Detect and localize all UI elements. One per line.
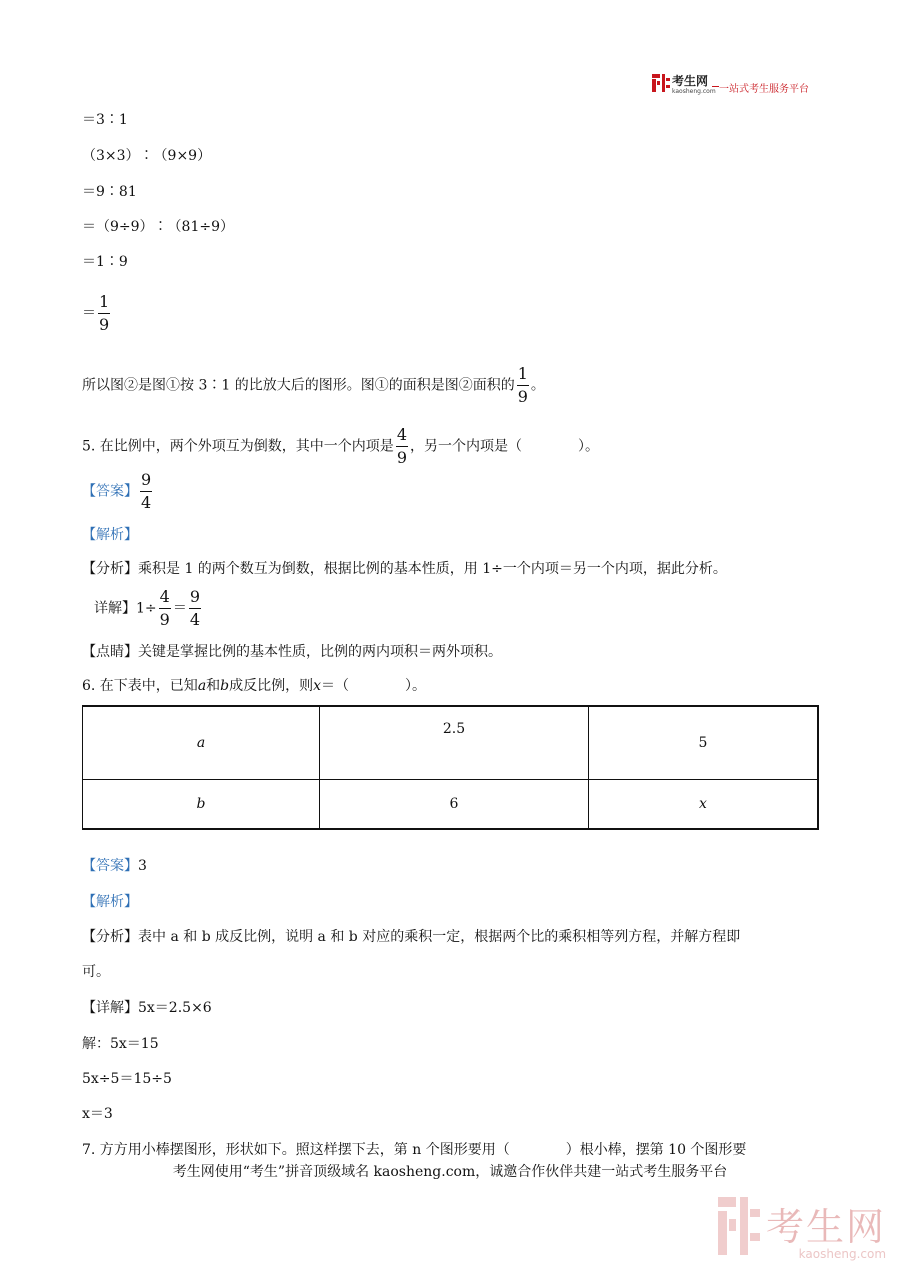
q5-fraction xyxy=(396,427,408,466)
q6-prefix: 6. 在下表中，已知 xyxy=(82,678,198,694)
step-2: （3×3）∶（9×9） xyxy=(82,148,212,164)
cell-2-5: 2.5 xyxy=(442,721,466,737)
logo-cn: 考生网 xyxy=(672,74,709,88)
watermark-cn: 考生网 xyxy=(766,1205,887,1249)
fraction-bar xyxy=(517,385,529,386)
conclusion-fraction xyxy=(517,366,529,405)
fraction-bar xyxy=(98,313,110,314)
fraction-denominator: 9 xyxy=(99,315,110,334)
q6-solution-2: 5x÷5＝15÷5 xyxy=(82,1071,172,1087)
q5-fenxi: 【分析】乘积是 1 的两个数互为倒数，根据比例的基本性质，用 1÷一个内项＝另一个内项，据此分析。 xyxy=(82,561,727,577)
fraction-denominator: 4 xyxy=(189,610,201,629)
page-footer: 考生网使用“考生”拼音顶级域名 kaosheng.com，诚邀合作伙伴共建一站式考生服务平台 xyxy=(172,1164,728,1180)
conclusion-line xyxy=(82,366,545,405)
fraction-bar xyxy=(140,491,152,492)
q5-suffix: ，另一个内项是（ ）。 xyxy=(410,438,599,455)
header-slogan: 一站式考生服务平台 xyxy=(719,84,809,95)
table-cell xyxy=(320,780,589,830)
q6-he: 和 xyxy=(206,678,221,694)
step-4: ＝（9÷9）∶（81÷9） xyxy=(82,219,234,235)
fraction-numerator: 1 xyxy=(517,364,528,383)
q6-var-x: x xyxy=(313,678,322,694)
step-6-fraction xyxy=(98,294,110,333)
table-cell xyxy=(589,706,819,780)
q5-detail-label: 详解】1÷ xyxy=(94,600,157,617)
q6-table xyxy=(82,705,819,830)
q6-var-b: b xyxy=(220,678,230,694)
fraction-denominator: 4 xyxy=(141,493,152,512)
q6-detail: 【详解】5x＝2.5×6 xyxy=(82,1000,212,1016)
q6-question xyxy=(82,677,426,695)
q5-detail-eq: ＝ xyxy=(172,600,187,617)
fraction-denominator: 9 xyxy=(517,387,528,406)
fraction-numerator: 4 xyxy=(159,587,170,606)
q5-detail xyxy=(94,589,203,628)
watermark-text xyxy=(766,1196,886,1261)
q6-fenxi-2: 可。 xyxy=(82,964,110,980)
q5-detail-fraction-2 xyxy=(189,589,201,628)
watermark-en: kaosheng.com xyxy=(798,1247,887,1261)
cell-5: 5 xyxy=(698,735,708,751)
step-6 xyxy=(82,294,112,333)
q6-mid: 成反比例，则 xyxy=(229,678,314,694)
fraction-numerator: 9 xyxy=(189,587,201,606)
slogan-divider xyxy=(712,86,719,87)
answer-tag: 【答案】 xyxy=(82,858,138,874)
table-row xyxy=(83,706,819,780)
q5-question xyxy=(82,427,599,466)
table-cell xyxy=(320,706,589,780)
q5-detail-fraction-1 xyxy=(159,589,171,628)
conclusion-text: 所以图②是图①按 3∶1 的比放大后的图形。图①的面积是图②面积的 xyxy=(82,377,515,394)
fraction-bar xyxy=(189,608,201,609)
kaosheng-logo-icon xyxy=(652,74,670,92)
fraction-denominator: 9 xyxy=(396,448,407,467)
q6-var-a: a xyxy=(197,678,207,694)
cell-x: x xyxy=(699,796,707,812)
cell-b: b xyxy=(196,796,206,812)
table-cell xyxy=(83,706,320,780)
fraction-numerator: 4 xyxy=(396,425,407,444)
cell-6: 6 xyxy=(449,796,459,812)
table-cell xyxy=(589,780,819,830)
step-5: ＝1∶9 xyxy=(82,254,128,270)
q7-question: 7. 方方用小棒摆图形，形状如下。照这样摆下去，第 n 个图形要用（ ）根小棒，摆第 10 个图形要 xyxy=(82,1142,747,1158)
q6-answer xyxy=(82,857,147,875)
conclusion-end: 。 xyxy=(530,377,545,394)
table-row xyxy=(83,780,819,830)
q6-solution-1: 解：5x＝15 xyxy=(82,1036,159,1052)
step-1: ＝3∶1 xyxy=(82,112,128,128)
q5-prefix: 5. 在比例中，两个外项互为倒数，其中一个内项是 xyxy=(82,438,394,455)
q5-answer-fraction xyxy=(140,472,152,511)
cell-a: a xyxy=(196,735,206,751)
q6-fenxi-1: 【分析】表中 a 和 b 成反比例，说明 a 和 b 对应的乘积一定，根据两个比的乘积相等列方程，并解方程即 xyxy=(82,929,741,945)
q6-analysis-tag: 【解析】 xyxy=(82,894,138,910)
table-cell xyxy=(83,780,320,830)
step-3: ＝9∶81 xyxy=(82,184,137,200)
header-logo-text xyxy=(672,72,716,95)
q6-suffix: ＝（ ）。 xyxy=(321,678,427,694)
q6-solution-3: x＝3 xyxy=(82,1106,113,1122)
watermark-logo-icon xyxy=(718,1197,760,1255)
q5-analysis-tag: 【解析】 xyxy=(82,527,138,543)
fraction-numerator: 9 xyxy=(141,470,152,489)
fraction-numerator: 1 xyxy=(99,292,110,311)
fraction-denominator: 9 xyxy=(159,610,170,629)
q5-dianjing: 【点睛】关键是掌握比例的基本性质，比例的两内项积＝两外项积。 xyxy=(82,644,502,660)
logo-en: kaosheng.com xyxy=(672,88,716,95)
fraction-bar xyxy=(396,446,408,447)
q6-answer-value: 3 xyxy=(138,858,147,874)
answer-tag: 【答案】 xyxy=(82,483,138,500)
step-6-eq: ＝ xyxy=(82,305,96,322)
q5-answer xyxy=(82,472,154,511)
fraction-bar xyxy=(159,608,171,609)
